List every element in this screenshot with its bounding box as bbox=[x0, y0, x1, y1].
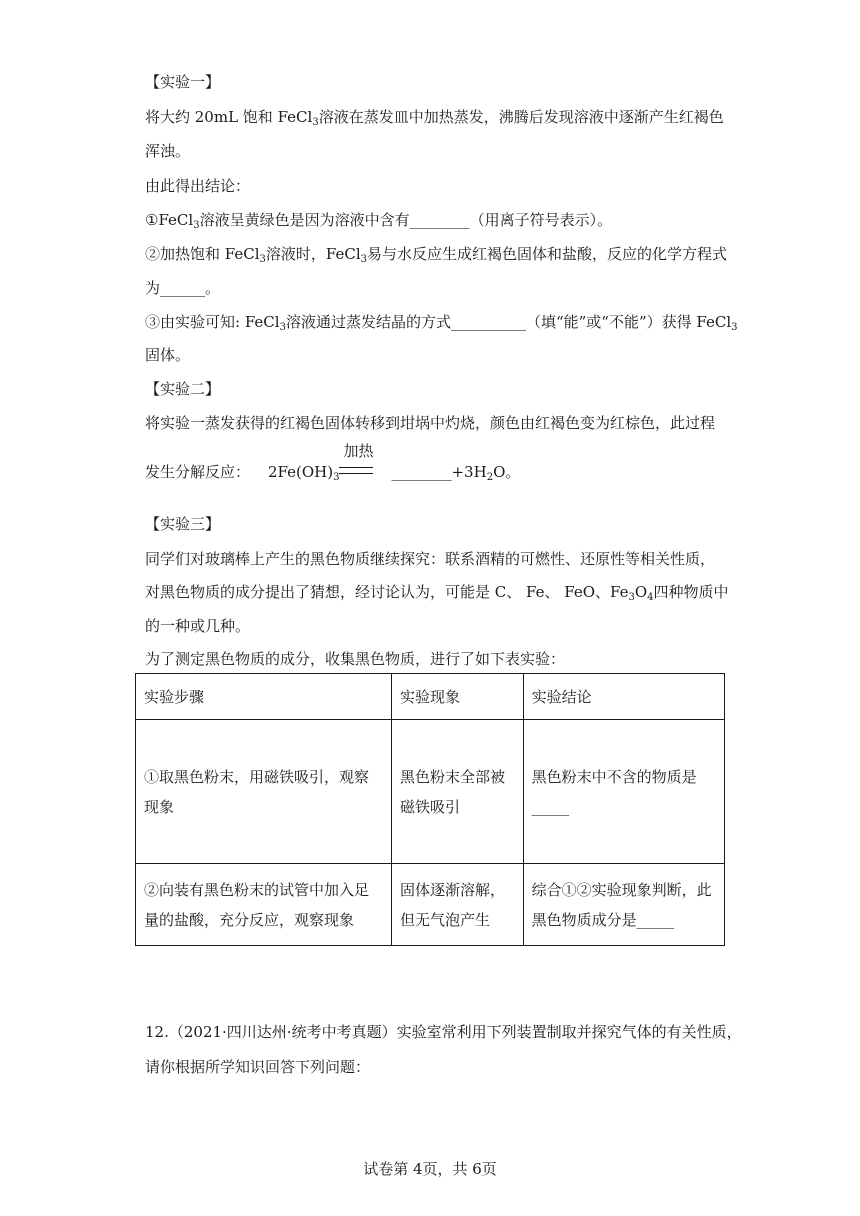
table-cell-phenomenon: 固体逐渐溶解，但无气泡产生 bbox=[392, 864, 524, 946]
exp2-text-line1: 将实验一蒸发获得的红褐色固体转移到坩埚中灼烧，颜色由红褐色变为红棕色，此过程 bbox=[145, 414, 716, 432]
exp1-question-3-line2: 固体。 bbox=[145, 346, 191, 364]
exp2-heading: 【实验二】 bbox=[145, 380, 221, 398]
exp3-l2-b: O bbox=[634, 583, 648, 601]
eq-right-a: ________+3H bbox=[391, 463, 487, 481]
exp1-intro-a: 将大约 20mL 饱和 FeCl bbox=[145, 108, 313, 126]
eq-right-b: O。 bbox=[493, 463, 521, 481]
heat-condition-arrow bbox=[339, 442, 391, 483]
eq-lead: 发生分解反应： bbox=[145, 463, 251, 481]
exp1-question-1 bbox=[145, 210, 612, 230]
q1-b: 溶液呈黄绿色是因为溶液中含有________（用离子符号表示）。 bbox=[199, 211, 613, 229]
table-cell-step: ①取黑色粉末，用磁铁吸引，观察现象 bbox=[136, 720, 392, 864]
exp1-intro-line2: 浑浊。 bbox=[145, 142, 191, 160]
page-footer: 试卷第 4页，共 6页 bbox=[363, 1160, 497, 1178]
subscript-4: 4 bbox=[647, 592, 654, 603]
subscript-3: 3 bbox=[628, 592, 635, 603]
subscript-3: 3 bbox=[333, 472, 340, 483]
exp1-question-3 bbox=[145, 312, 738, 332]
exp1-intro-line1 bbox=[145, 107, 724, 127]
double-line-equals bbox=[339, 467, 373, 474]
subscript-3: 3 bbox=[731, 322, 738, 333]
exp3-text-line1: 同学们对玻璃棒上产生的黑色物质继续探究：联系酒精的可燃性、还原性等相关性质， bbox=[145, 550, 716, 568]
exp3-l2-a: 对黑色物质的成分提出了猜想，经讨论认为，可能是 C、 Fe、 FeO、Fe bbox=[145, 583, 629, 601]
q3-a: ③由实验可知: FeCl bbox=[145, 313, 280, 331]
subscript-2: 2 bbox=[486, 472, 494, 483]
table-cell-conclusion: 综合①②实验现象判断，此黑色物质成分是_____ bbox=[523, 864, 724, 946]
exp1-conclusion-lead: 由此得出结论： bbox=[145, 177, 251, 195]
eq-left: 2Fe(OH) bbox=[268, 463, 334, 481]
q12-line1: 12.（2021·四川达州·统考中考真题）实验室常利用下列装置制取并探究气体的有关性质， bbox=[145, 1023, 742, 1041]
exp1-intro-b: 溶液在蒸发皿中加热蒸发，沸腾后发现溶液中逐渐产生红褐色 bbox=[318, 108, 724, 126]
experiment-table bbox=[135, 673, 725, 946]
exp3-text-line4: 为了测定黑色物质的成分，收集黑色物质，进行了如下表实验： bbox=[145, 650, 566, 668]
q2-c: 易与水反应生成红褐色固体和盐酸，反应的化学方程式 bbox=[367, 245, 728, 263]
exp1-heading: 【实验一】 bbox=[145, 73, 221, 91]
subscript-3: 3 bbox=[312, 117, 319, 128]
exp3-heading: 【实验三】 bbox=[145, 515, 221, 533]
table-cell-phenomenon: 黑色粉末全部被磁铁吸引 bbox=[392, 720, 524, 864]
table-header-conclusion: 实验结论 bbox=[523, 674, 724, 720]
exp3-text-line3: 的一种或几种。 bbox=[145, 617, 251, 635]
subscript-3: 3 bbox=[193, 220, 200, 231]
table-header-step: 实验步骤 bbox=[136, 674, 392, 720]
subscript-3: 3 bbox=[360, 254, 368, 265]
subscript-3: 3 bbox=[259, 254, 266, 265]
q2-b: 溶液时，FeCl bbox=[265, 245, 361, 263]
exp1-question-2 bbox=[145, 244, 727, 264]
table-cell-step: ②向装有黑色粉末的试管中加入足量的盐酸，充分反应，观察现象 bbox=[136, 864, 392, 946]
q3-b: 溶液通过蒸发结晶的方式__________（填“能”或“不能”）获得 FeCl bbox=[285, 313, 732, 331]
q2-a: ②加热饱和 FeCl bbox=[145, 245, 260, 263]
table-header-phenomenon: 实验现象 bbox=[392, 674, 524, 720]
table-row bbox=[136, 720, 725, 864]
exp3-l2-c: 四种物质中 bbox=[653, 583, 729, 601]
table-header-row bbox=[136, 674, 725, 720]
q1-a: ①FeCl bbox=[145, 211, 194, 229]
q12-line2: 请你根据所学知识回答下列问题： bbox=[145, 1058, 371, 1076]
exp1-question-2-line2: 为______。 bbox=[145, 279, 221, 297]
subscript-3: 3 bbox=[279, 322, 286, 333]
exp3-text-line2 bbox=[145, 582, 729, 602]
table-cell-conclusion: 黑色粉末中不含的物质是_____ bbox=[523, 720, 724, 864]
table-row bbox=[136, 864, 725, 946]
exp2-equation bbox=[145, 442, 521, 483]
heat-label: 加热 bbox=[343, 442, 374, 460]
